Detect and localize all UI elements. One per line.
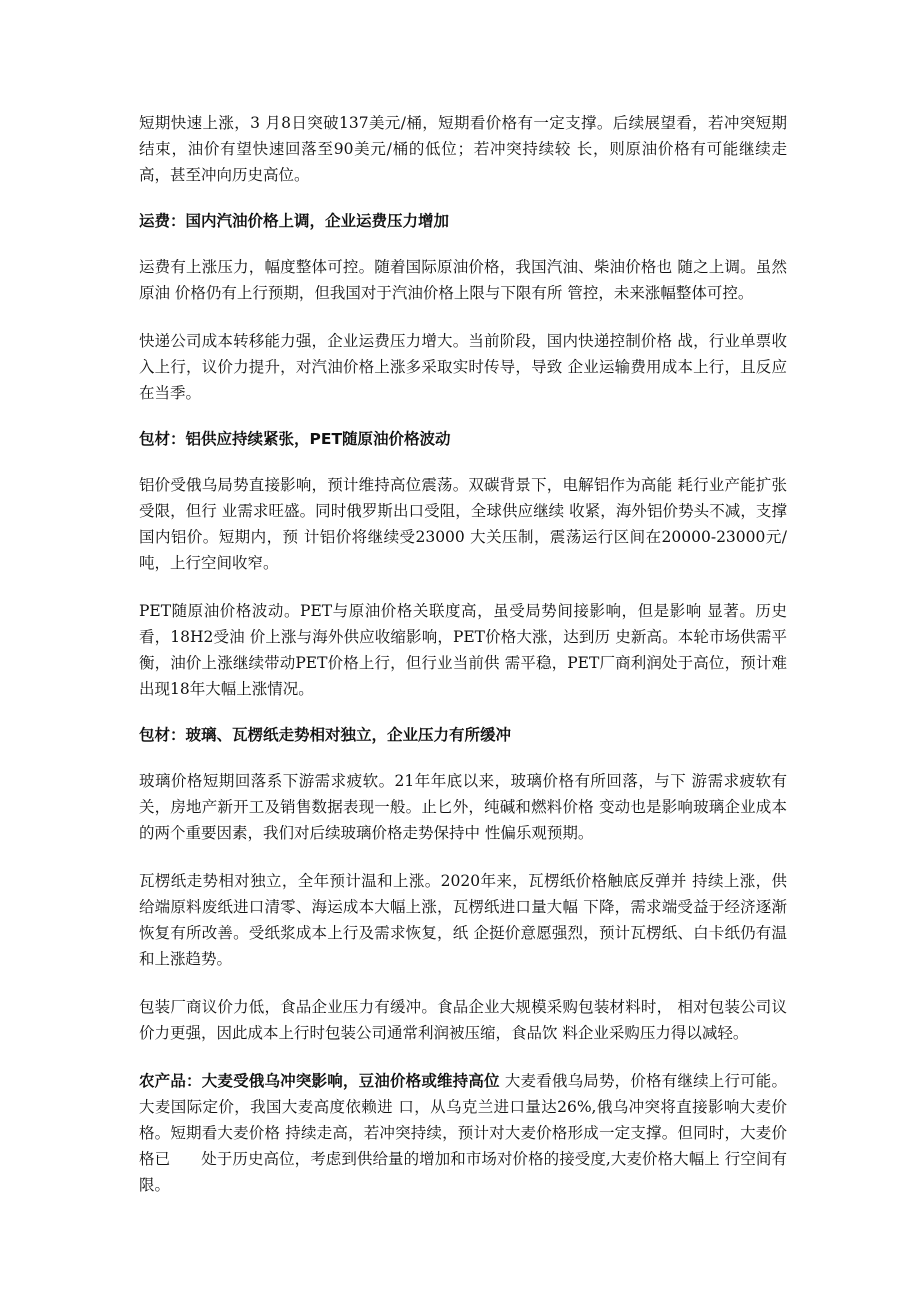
- paragraph-corrugated-paper: 瓦楞纸走势相对独立，全年预计温和上涨。2020年来，瓦楞纸价格触底反弹并 持续上涨，供给端原料废纸进口清零、海运成本大幅上涨，瓦楞纸进口量大幅 下降，需求端受益于经济逐渐恢复有所改善。受纸浆成本上行及需求恢复，纸 企挺价意愿强烈，预计瓦楞纸、白卡纸仍有温和上涨趋势。: [139, 872, 787, 968]
- paragraph-aluminum: 铝价受俄乌局势直接影响，预计维持高位震荡。双碳背景下，电解铝作为高能 耗行业产能扩张受限，但行 业需求旺盛。同时俄罗斯出口受阻，全球供应继续 收紧，海外铝价势头不减，支撑国内铝价。短期内，预 计铝价将继续受23000 大关压制，震荡运行区间在20000-23000元/吨，上行空间收窄。: [139, 476, 787, 572]
- paragraph-oil-price-outlook: 短期快速上涨，3 月8日突破137美元/桶，短期看价格有一定支撑。后续展望看，若冲突短期 结束，油价有望快速回落至90美元/桶的低位；若冲突持续较 长，则原油价格有可能继续走高，甚至冲向历史高位。: [139, 114, 787, 184]
- paragraph-freight-pressure: 运费有上涨压力，幅度整体可控。随着国际原油价格，我国汽油、柴油价格也 随之上调。虽然原油 价格仍有上行预期，但我国对于汽油价格上限与下限有所 管控，未来涨幅整体可控。: [139, 258, 787, 302]
- paragraph-glass: 玻璃价格短期回落系下游需求疲软。21年年底以来，玻璃价格有所回落，与下 游需求疲软有关，房地产新开工及销售数据表现一般。止匕外，纯碱和燃料价格 变动也是影响玻璃企业成本的两个重要因素，我们对后续玻璃价格走势保持中 性偏乐观预期。: [139, 772, 787, 842]
- paragraph-packaging-bargaining: 包装厂商议价力低，食品企业压力有缓冲。食品企业大规模采购包装材料时， 相对包装公司议价力更强，因此成本上行时包装公司通常利润被压缩，食品饮 料企业采购压力得以减轻。: [139, 998, 787, 1042]
- heading-freight: 运费：国内汽油价格上调，企业运费压力增加: [139, 212, 450, 230]
- paragraph-agriculture: [139, 1068, 787, 1198]
- heading-packaging-glass-paper: 包材：玻璃、瓦楞纸走势相对独立，企业压力有所缓冲: [139, 726, 512, 744]
- heading-packaging-aluminum-pet: 包材：铝供应持续紧张，PET随原油价格波动: [139, 430, 451, 448]
- paragraph-barley: 大麦看俄乌局势，价格有继续上行可能。大麦国际定价，我国大麦高度依赖进 口，从乌克兰进口量达26%,俄乌冲突将直接影响大麦价格。短期看大麦价格 持续走高，若冲突持续，预计对大麦价格形成一定支撑。但同时，大麦价格已 处于历史高位，考虑到供给量的增加和市场对价格的接受度,大麦价格大幅上 行空间有限。: [139, 1072, 787, 1194]
- paragraph-pet: PET随原油价格波动。PET与原油价格关联度高，虽受局势间接影响，但是影响 显著。历史看，18H2受油 价上涨与海外供应收缩影响，PET价格大涨，达到历 史新高。本轮市场供需平衡，油价上涨继续带动PET价格上行，但行业当前供 需平稳，PET厂商利润处于高位，预计难出现18年大幅上涨情况。: [139, 602, 787, 698]
- document-body: [139, 110, 787, 1198]
- heading-agriculture: 农产品：大麦受俄乌冲突影响，豆油价格或维持高位: [139, 1072, 500, 1090]
- paragraph-express-cost: 快递公司成本转移能力强，企业运费压力增大。当前阶段，国内快递控制价格 战，行业单票收入上行，议价力提升，对汽油价格上涨多采取实时传导，导致 企业运输费用成本上行，且反应在当季。: [139, 332, 787, 402]
